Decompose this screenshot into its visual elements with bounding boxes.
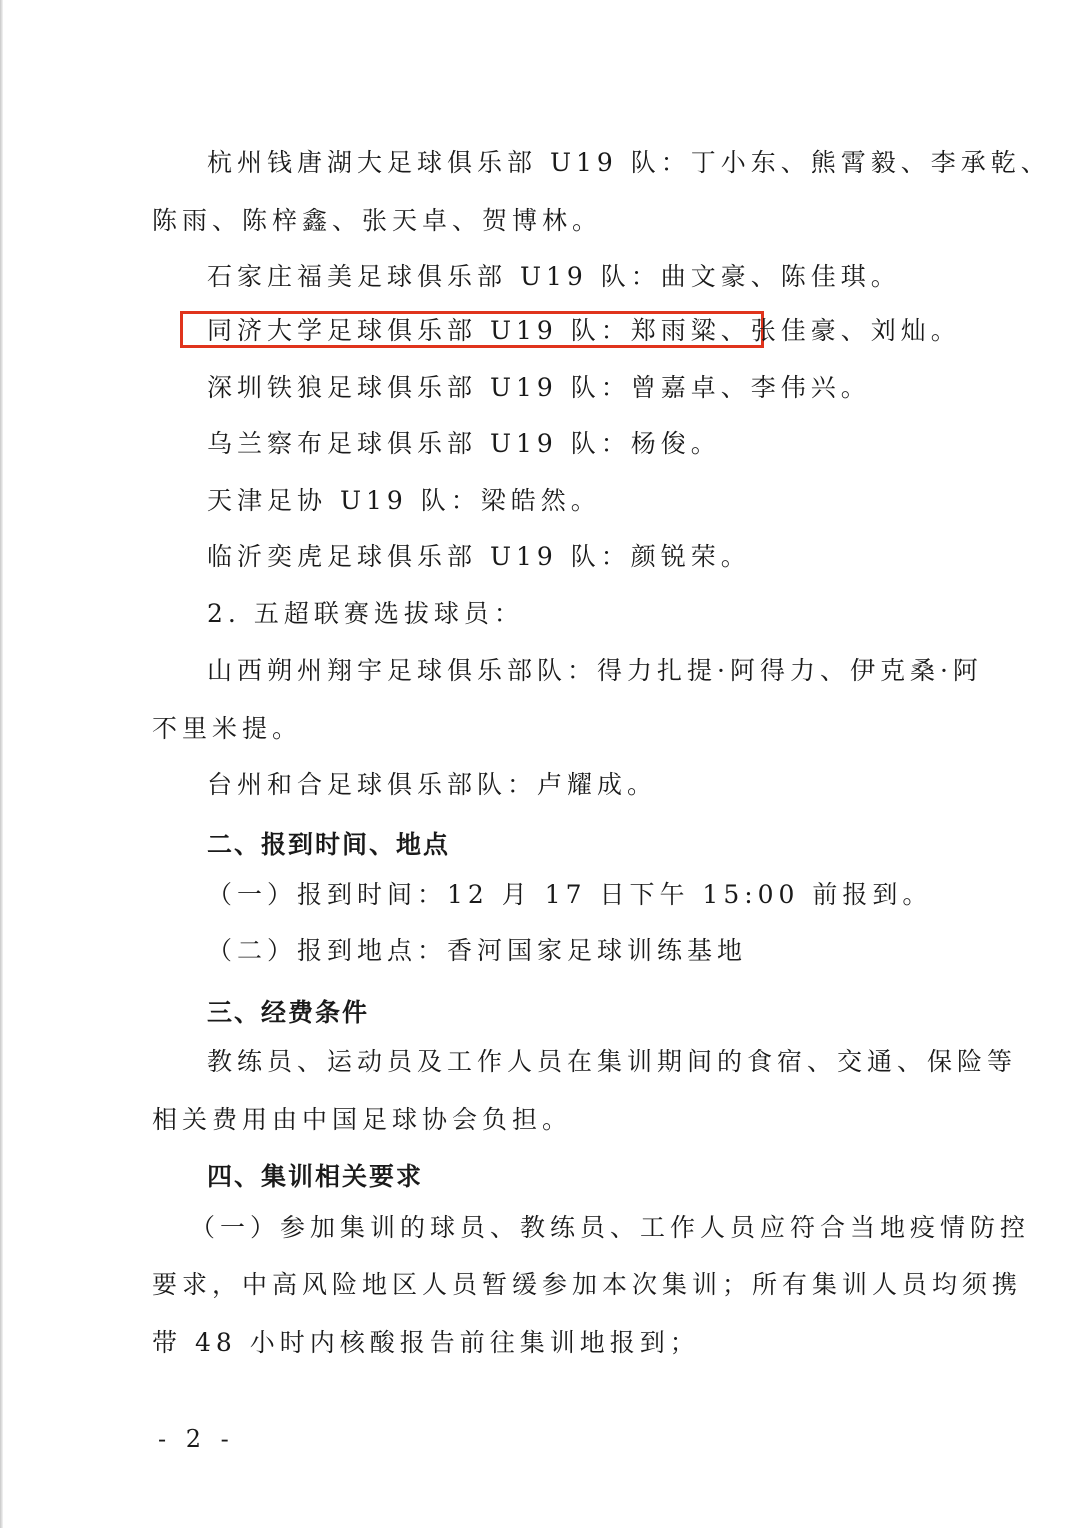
report-time: （一）报到时间：12 月 17 日下午 15:00 前报到。 [207,880,933,909]
heading-report-time-place: 二、报到时间、地点 [207,830,451,859]
heading-funding: 三、经费条件 [207,998,370,1027]
subsection-2-label: 五超联赛选拔球员： [253,599,524,628]
team-hangzhou-line2: 陈雨、陈梓鑫、张天卓、贺博林。 [152,206,603,235]
page-number: - 2 - [158,1425,235,1453]
team-shanxi-line1: 山西朔州翔宇足球俱乐部队：得力扎提·阿得力、伊克桑·阿 [207,656,983,685]
team-tianjin: 天津足协 U19 队：梁皓然。 [207,486,601,515]
funding-line1: 教练员、运动员及工作人员在集训期间的食宿、交通、保险等 [207,1047,1018,1076]
subsection-2-number: 2. [207,599,241,628]
heading-requirements: 四、集训相关要求 [207,1162,424,1191]
team-shijiazhuang: 石家庄福美足球俱乐部 U19 队：曲文豪、陈佳琪。 [207,262,901,291]
subsection-2-title [207,597,524,631]
requirements-item1-line1: （一）参加集训的球员、教练员、工作人员应符合当地疫情防控 [190,1213,1031,1242]
team-shenzhen: 深圳铁狼足球俱乐部 U19 队：曾嘉卓、李伟兴。 [207,373,871,402]
team-hangzhou-line1: 杭州钱唐湖大足球俱乐部 U19 队：丁小东、熊霄毅、李承乾、 [207,148,1051,177]
team-tongji: 同济大学足球俱乐部 U19 队：郑雨粱、张佳豪、刘灿。 [207,316,961,345]
requirements-item1-line2: 要求，中高风险地区人员暂缓参加本次集训；所有集训人员均须携 [152,1270,1023,1299]
report-place: （二）报到地点：香河国家足球训练基地 [207,936,748,965]
page-edge [0,0,3,1528]
team-wulanchabu: 乌兰察布足球俱乐部 U19 队：杨俊。 [207,429,721,458]
team-linyi: 临沂奕虎足球俱乐部 U19 队：颜锐荣。 [207,542,751,571]
team-taizhou: 台州和合足球俱乐部队：卢耀成。 [207,770,658,799]
requirements-item1-line3: 带 48 小时内核酸报告前往集训地报到； [152,1328,700,1357]
team-shanxi-line2: 不里米提。 [152,714,303,743]
funding-line2: 相关费用由中国足球协会负担。 [152,1105,573,1134]
